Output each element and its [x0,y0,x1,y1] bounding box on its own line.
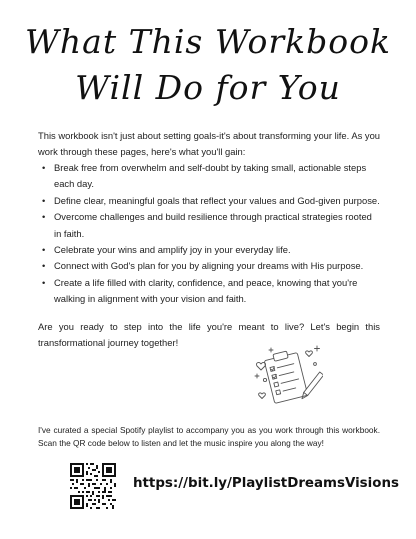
clipboard-checklist-icon [253,342,323,412]
bullet-icon: • [42,194,46,206]
list-item [38,160,380,193]
bullet-icon: • [42,244,46,256]
bullet-icon: • [42,211,46,223]
list-item-text: Celebrate your wins and amplify joy in your everyday life. [54,244,291,256]
list-item [38,193,380,209]
intro-paragraph: This workbook isn't just about setting goals-it's about transforming your life. As you work through these pages, here's what you'll gain: [38,130,380,158]
gains-list [38,160,380,308]
qr-code[interactable] [70,463,116,509]
list-item [38,209,380,242]
playlist-link[interactable]: https://bit.ly/PlaylistDreamsVisions [133,476,399,491]
page-title-line-1: What This Workbook [24,22,391,61]
list-item [38,242,380,258]
list-item-text: Overcome challenges and build resilience through practical strategies rooted in faith. [54,211,372,239]
list-item [38,275,380,308]
bullet-icon: • [42,162,46,173]
call-to-action-paragraph: Are you ready to step into the life you're meant to live? Let's begin this transformational journey together! [38,321,380,349]
bullet-icon: • [42,260,46,272]
bullet-icon: • [42,276,46,288]
list-item-text: Define clear, meaningful goals that reflect your values and God-given purpose. [54,194,380,206]
page-title-line-2: Will Do for You [75,68,341,107]
playlist-note: I've curated a special Spotify playlist to accompany you as you work through this workbook. Scan the QR code below to listen and let the music inspire you along the way! [38,425,380,448]
list-item-text: Connect with God's plan for you by aligning your dreams with His purpose. [54,260,364,272]
list-item-text: Break free from overwhelm and self-doubt by taking small, actionable steps each day. [54,162,367,190]
list-item [38,258,380,274]
list-item-text: Create a life filled with clarity, confidence, and peace, knowing that you're walking in alignment with your vision and faith. [54,276,358,305]
